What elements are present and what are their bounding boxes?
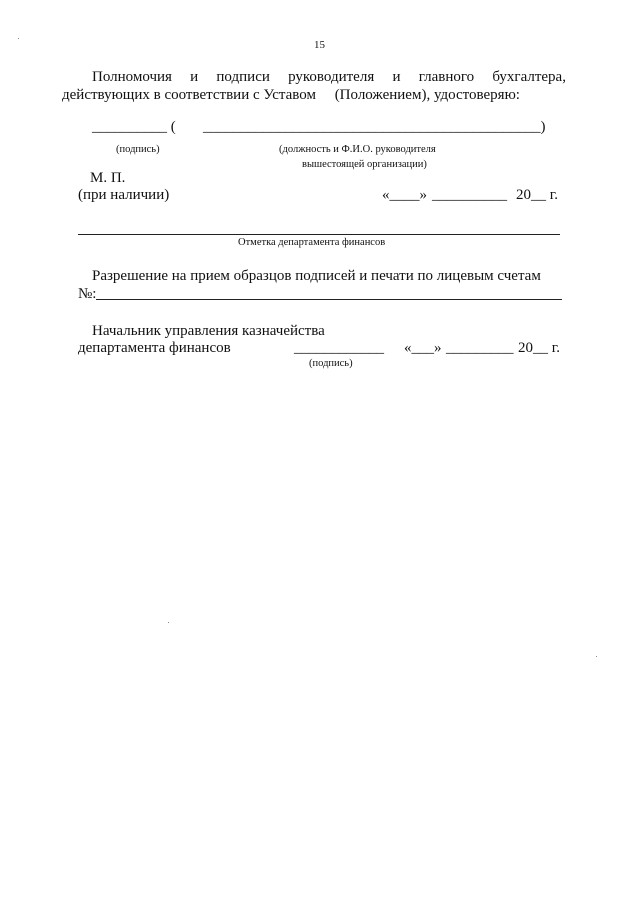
- authority-word: главного: [418, 69, 475, 85]
- position-caption-line-1: (должность и Ф.И.О. руководителя: [279, 144, 436, 155]
- date-year: 20__ г.: [516, 187, 558, 203]
- account-number-label: №:: [78, 286, 97, 302]
- date-month: __________: [432, 187, 507, 203]
- head-title-line-1: Начальник управления казначейства: [92, 323, 325, 339]
- position-caption-line-2: вышестоящей организации): [302, 159, 427, 170]
- finance-mark-caption: Отметка департамента финансов: [238, 237, 386, 248]
- authority-word: подписи: [216, 69, 270, 85]
- head-title-line-2: департамента финансов: [78, 340, 231, 356]
- head-date-day: «___»: [404, 340, 442, 356]
- authority-word: Полномочия: [92, 69, 172, 85]
- page-number: 15: [314, 39, 325, 51]
- position-name-blank: _____________________________________________): [203, 119, 546, 135]
- authority-word: руководителя: [288, 69, 375, 85]
- scan-speck: [596, 656, 597, 657]
- finance-mark-line: [78, 234, 560, 235]
- stamp-note: (при наличии): [78, 187, 170, 203]
- authority-line-2: действующих в соответствии с Уставом (Положением), удостоверяю:: [62, 87, 520, 103]
- authority-word: и: [190, 69, 199, 85]
- head-signature-blank: ____________: [294, 340, 384, 356]
- scan-speck: [168, 622, 169, 623]
- scan-speck: [18, 38, 19, 39]
- head-date-year: 20__ г.: [518, 340, 560, 356]
- date-day: «____»: [382, 187, 427, 203]
- authority-line-1: [92, 70, 566, 85]
- signature-caption: (подпись): [116, 144, 160, 155]
- head-signature-caption: (подпись): [309, 358, 353, 369]
- head-date-month: _________: [446, 340, 514, 356]
- account-number-line: [96, 299, 562, 300]
- signature-blank: __________ (: [92, 119, 176, 135]
- authority-word: бухгалтера,: [492, 69, 566, 85]
- stamp-label: М. П.: [90, 170, 126, 186]
- authority-word: и: [392, 69, 401, 85]
- permission-text: Разрешение на прием образцов подписей и печати по лицевым счетам: [92, 268, 541, 284]
